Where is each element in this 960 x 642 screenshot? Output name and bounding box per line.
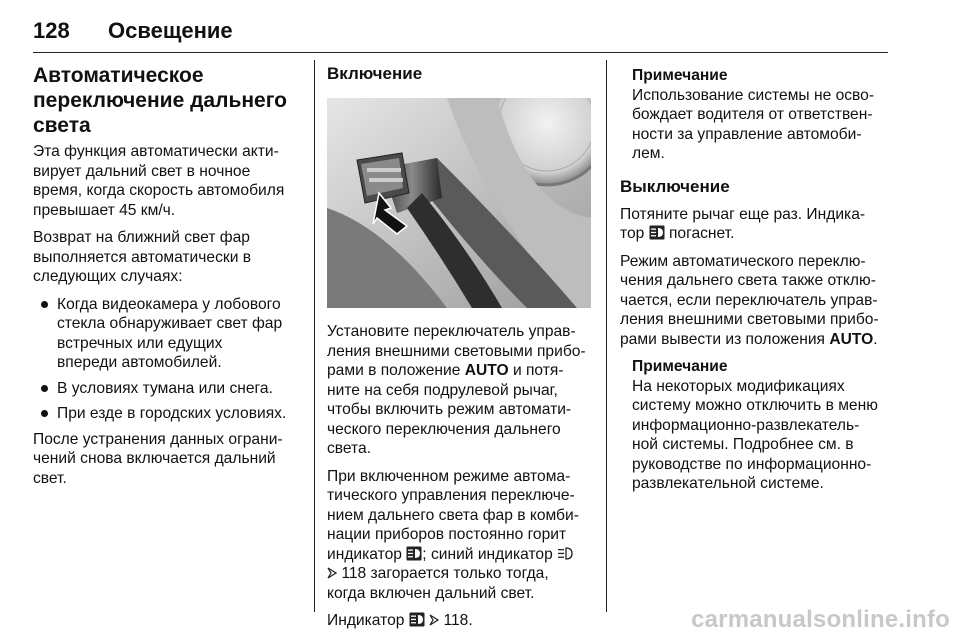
column-1 [33,63,308,496]
paragraph: Режим автоматического переклю- чения дальнего света также отклю- чается, если переключатель управ- ления внешними световыми прибо- рами вывести из положения AUTO. [620,252,879,348]
column-divider-2 [606,60,607,612]
watermark: carmanualsonline.info [691,606,950,633]
bullet-list [33,295,308,424]
section-heading: Автоматическое переключение дальнего света [33,64,288,137]
bullet-icon [41,301,48,308]
list-item: Когда видеокамера у лобового стекла обнаруживает свет фар встречных или едущих впереди автомобилей. [33,295,308,373]
section-heading: Включение [327,64,423,83]
column-2-text [327,322,599,639]
note-title: Примечание [632,67,728,84]
auto-high-beam-indicator-icon [409,612,425,627]
column-3 [620,66,890,502]
reference-arrow-icon [327,567,337,579]
lever-switch-photo [327,98,591,308]
auto-position-label: AUTO [829,330,874,348]
auto-position-label: AUTO [464,362,509,379]
paragraph: Установите переключатель управ- ления внешними световыми прибо- рами в положение AUTO и потя- ните на себя подрулевой рычаг, чтобы включить режим автомати- ческого переключения дальнего света. [327,323,586,457]
paragraph: При включенном режиме автома- тического управления переключе- нием дальнего света фар в комби- нации приборов постоянно горит индикатор ; синий индикатор 118 загорается только тогда, когда включен дальний свет. [327,467,579,602]
note-block: Примечание На некоторых модификациях систему можно отключить в меню информационно-развлекатель- ной системы. Подробнее см. в руководстве по информационно- развлекательной системе. [620,357,890,494]
note-block: Примечание Использование системы не осво- бождает водителя от ответствен- ности за управление автомоби- лем. [620,66,890,164]
paragraph: После устранения данных ограни- чений снова включается дальний свет. [33,430,283,487]
column-2 [327,63,599,92]
paragraph: Индикатор 118. [327,612,473,629]
auto-high-beam-indicator-icon [649,225,665,240]
auto-high-beam-indicator-icon [406,546,422,561]
bullet-icon [41,410,48,417]
header-rule [33,52,888,53]
note-title: Примечание [632,358,728,375]
reference-arrow-icon [429,614,439,626]
bullet-icon [41,385,48,392]
list-item: В условиях тумана или снега. [33,379,308,399]
column-divider-1 [314,60,315,612]
paragraph: Возврат на ближний свет фар выполняется автоматически в следующих случаях: [33,229,252,285]
section-heading: Выключение [620,176,730,196]
page-header-title: Освещение [108,18,233,43]
page-number: 128 [33,18,70,43]
high-beam-indicator-icon [557,546,573,561]
list-item: При езде в городских условиях. [33,404,308,424]
paragraph: Эта функция автоматически акти- вирует дальний свет в ночное время, когда скорость автомобиля превышает 45 км/ч. [33,143,285,219]
paragraph: Потяните рычаг еще раз. Индика- тор погаснет. [620,205,866,242]
